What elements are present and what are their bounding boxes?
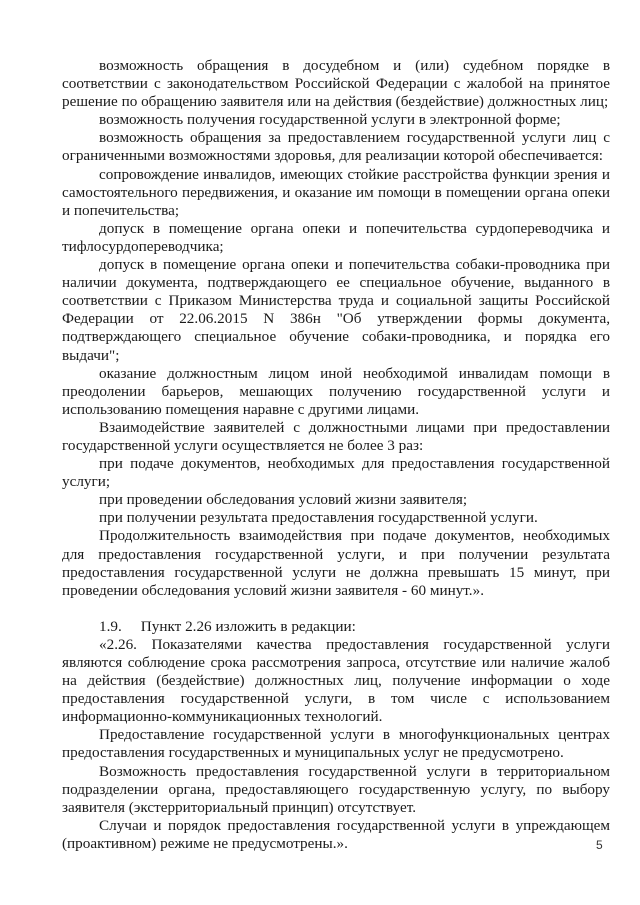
section-heading: 1.9. Пункт 2.26 изложить в редакции:	[99, 617, 356, 635]
paragraph: возможность обращения в досудебном и (или) судебном порядке в соответствии с законодательством Российской Федерации с жалобой на принятое решение по обращению заявителя или на действия (бездействие) должностных лиц;	[62, 57, 610, 111]
paragraph: Взаимодействие заявителей с должностными лицами при предоставлении государственной услуги осуществляется не более 3 раз:	[62, 418, 610, 454]
document-body	[62, 57, 610, 853]
paragraph: допуск в помещение органа опеки и попечительства сурдопереводчика и тифлосурдопереводчика;	[62, 219, 610, 255]
section-paragraph: «2.26. Показателями качества предоставления государственной услуги являются соблюдение срока рассмотрения запроса, отсутствие или наличие жалоб на действия (бездействие) должностных лиц, получение информации о ходе предоставления государственной услуги, в том числе с использованием информационно-коммуникационных технологий.	[62, 635, 610, 726]
paragraph: оказание должностным лицом иной необходимой инвалидам помощи в преодолении барьеров, мешающих получению государственной услуги и использованию помещения наравне с другими лицами.	[62, 364, 610, 418]
section-paragraph: Возможность предоставления государственной услуги в территориальном подразделении органа, предоставляющего государственную услугу, по выбору заявителя (экстерриториальный принцип) отсутствует.	[62, 762, 610, 816]
paragraph: при подаче документов, необходимых для предоставления государственной услуги;	[62, 455, 610, 491]
page-number: 5	[596, 838, 603, 852]
paragraph: возможность обращения за предоставлением государственной услуги лиц с ограниченными возможностями здоровья, для реализации которой обеспечивается:	[62, 129, 610, 165]
section-paragraph: Предоставление государственной услуги в многофункциональных центрах предоставления государственных и муниципальных услуг не предусмотрено.	[62, 726, 610, 762]
section-paragraph: Случаи и порядок предоставления государственной услуги в упреждающем (проактивном) режиме не предусмотрены.».	[62, 816, 610, 852]
paragraph: Продолжительность взаимодействия при подаче документов, необходимых для предоставления государственной услуги, и при получении результата предоставления государственной услуги не должна превышать 15 минут, при проведении обследования условий жизни заявителя - 60 минут.».	[62, 527, 610, 599]
paragraph: при получении результата предоставления государственной услуги.	[99, 509, 538, 527]
section-spacer	[62, 600, 610, 618]
paragraph: возможность получения государственной услуги в электронной форме;	[99, 111, 561, 129]
paragraph: при проведении обследования условий жизни заявителя;	[99, 491, 468, 509]
paragraph: сопровождение инвалидов, имеющих стойкие расстройства функции зрения и самостоятельного передвижения, и оказание им помощи в помещении органа опеки и попечительства;	[62, 165, 610, 219]
paragraph: допуск в помещение органа опеки и попечительства собаки-проводника при наличии документа, подтверждающего ее специальное обучение, выданного в соответствии с Приказом Министерства труда и социальной защиты Российской Федерации от 22.06.2015 N 386н "Об утверждении формы документа, подтверждающего специальное обучение собаки-проводника, и порядка его выдачи";	[62, 256, 610, 364]
